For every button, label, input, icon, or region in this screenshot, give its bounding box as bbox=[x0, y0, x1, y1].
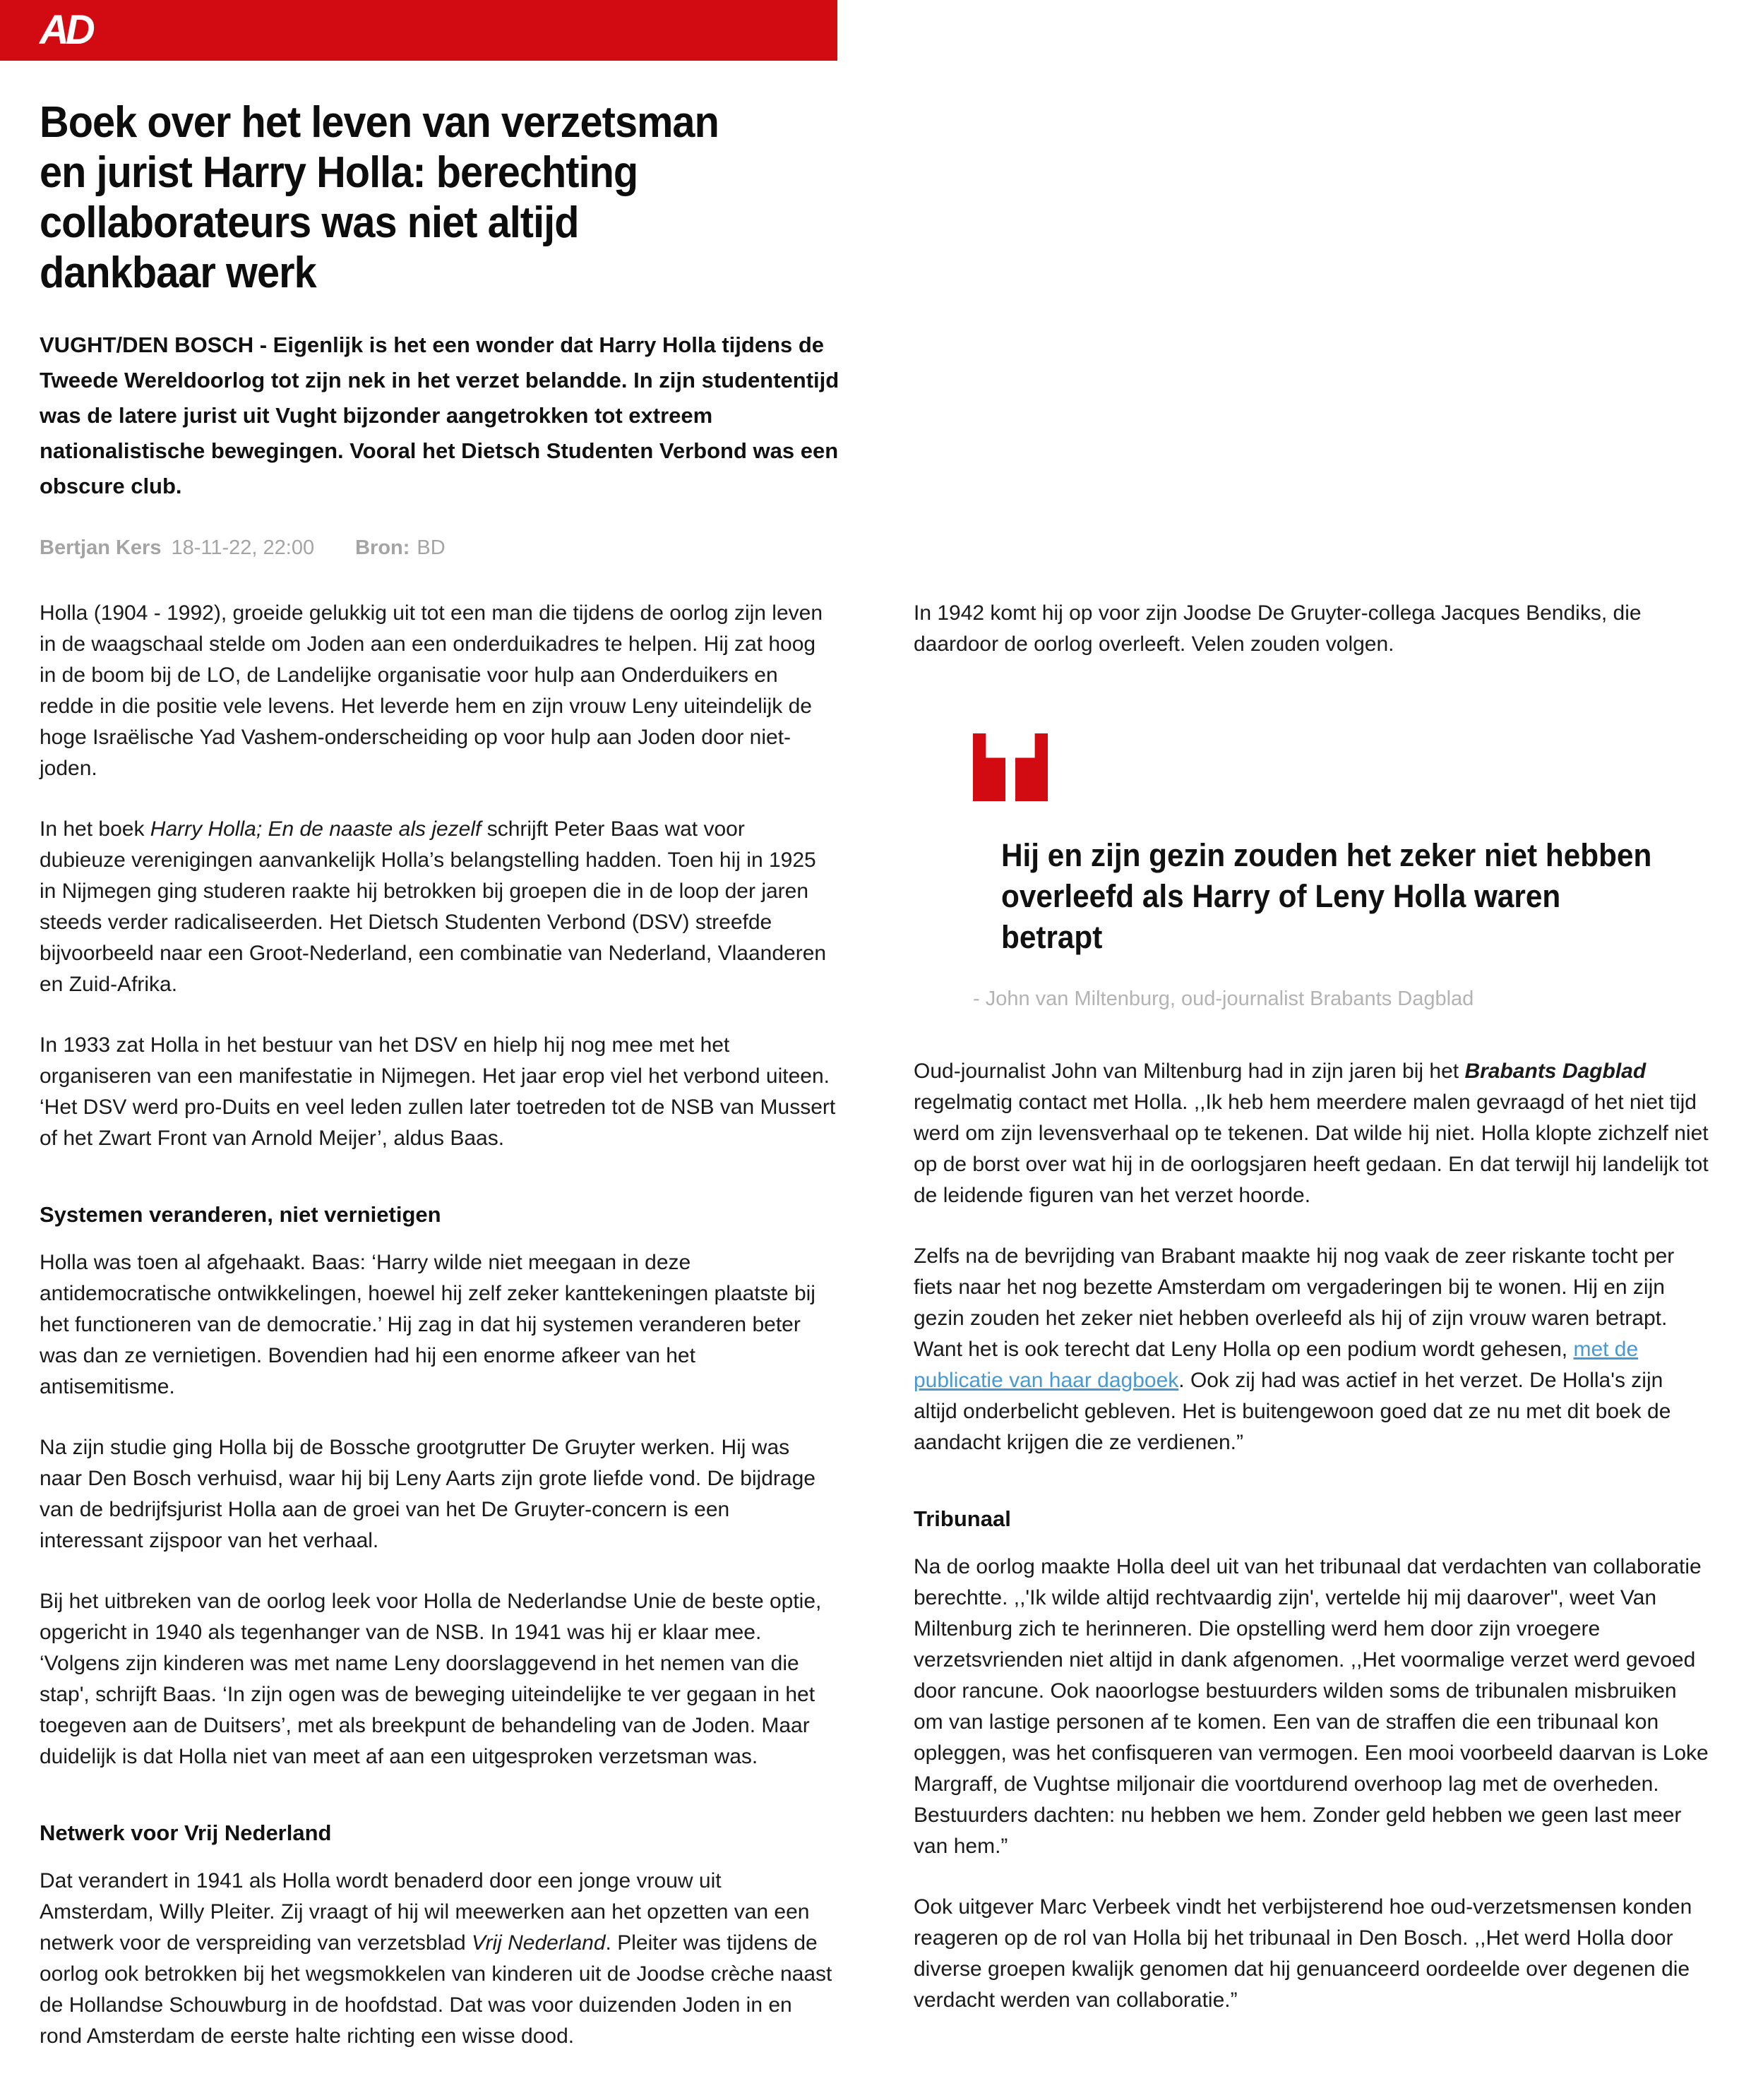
subheading-tribunaal: Tribunaal bbox=[914, 1506, 1011, 1531]
text-segment: schrijft Peter Baas wat voor dubieuze verenigingen aanvankelijk Holla’s belangstelling hadden. Toen hij in 1925 in Nijmegen ging studeren raakte hij betrokken bij groepen die in de loop der jaren steeds verder radicaliseerden. Het Dietsch Studenten Verbond (DSV) streefde bijvoorbeeld naar een Groot-Nederland, een combinatie van Nederland, Vlaanderen en Zuid-Afrika. bbox=[40, 817, 827, 996]
text-line: en jurist Harry Holla: berechting bbox=[40, 148, 638, 197]
article-paragraph bbox=[40, 1866, 836, 2052]
article-paragraph bbox=[40, 814, 836, 1000]
article-body bbox=[40, 598, 1711, 2100]
quote-mark-left bbox=[973, 733, 1005, 801]
pull-quote-attribution: - John van Miltenburg, oud-journalist Brabants Dagblad bbox=[973, 988, 1474, 1010]
text-segment: Holla (1904 - 1992), groeide gelukkig uit tot een man die tijdens de oorlog zijn leven in de waagschaal stelde om Joden aan een onderduikadres te helpen. Hij zat hoog in de boom bij de LO, de Landelijke organisatie voor hulp aan Onderduikers en redde in die positie vele levens. Het leverde hem en zijn vrouw Leny uiteindelijk de hoge Israëlische Yad Vashem-onderscheiding op voor hulp aan Joden door niet-joden. bbox=[40, 601, 823, 780]
text-segment: In 1942 komt hij op voor zijn Joodse De Gruyter-collega Jacques Bendiks, die daardoor de oorlog overleeft. Velen zouden volgen. bbox=[914, 601, 1642, 656]
article bbox=[0, 97, 1751, 2100]
byline-author: Bertjan Kers bbox=[40, 536, 162, 559]
text-line: Hij en zijn gezin zouden het zeker niet hebben bbox=[1001, 837, 1652, 873]
ad-logo: AD bbox=[40, 7, 92, 53]
right-column bbox=[914, 598, 1711, 2082]
quote-mark-right bbox=[1015, 733, 1048, 801]
byline-source: BD bbox=[417, 536, 446, 559]
article-paragraph bbox=[40, 598, 836, 784]
byline bbox=[40, 536, 1711, 560]
text-segment: Dat verandert in 1941 als Holla wordt benaderd door een jonge vrouw uit Amsterdam, Willy Pleiter. Zij vraagt of hij wil meewerken aan het opzetten van een netwerk voor de verspreiding van verzetsblad bbox=[40, 1869, 810, 1955]
text-segment: Harry Holla; En de naaste als jezelf bbox=[150, 817, 482, 841]
byline-source-label: Bron: bbox=[355, 536, 410, 559]
article-paragraph bbox=[40, 1432, 836, 1556]
article-paragraph bbox=[914, 1552, 1711, 1862]
text-segment: Zelfs na de bevrijding van Brabant maakte hij nog vaak de zeer riskante tocht per fiets naar het nog bezette Amsterdam om vergaderingen bij te wonen. Hij en zijn gezin zouden het zeker niet hebben overleefd als hij of zijn vrouw waren betrapt. Want het is ook terecht dat Leny Holla op een podium wordt gehesen, bbox=[914, 1244, 1675, 1361]
article-paragraph bbox=[914, 1892, 1711, 2016]
pull-quote bbox=[973, 733, 1711, 1011]
quote-marks-icon bbox=[973, 733, 1711, 801]
article-paragraph bbox=[914, 598, 1711, 660]
article-paragraph bbox=[40, 1247, 836, 1403]
text-segment: In het boek bbox=[40, 817, 150, 841]
article-paragraph bbox=[914, 1056, 1711, 1211]
text-segment: . Ook zij had was actief in het verzet. De Holla's zijn altijd onderbelicht gebleven. Het is buitengewoon goed dat ze nu met dit boek de aandacht krijgen die ze verdienen.” bbox=[914, 1369, 1671, 1454]
subheading-netwerk-vrij-nederland: Netwerk voor Vrij Nederland bbox=[40, 1820, 332, 1845]
text-segment: Bij het uitbreken van de oorlog leek voor Holla de Nederlandse Unie de beste optie, opgericht in 1940 als tegenhanger van de NSB. In 1941 was hij er klaar mee. ‘Volgens zijn kinderen was met name Leny doorslaggevend in het nemen van die stap', schrijft Baas. ‘In zijn ogen was de beweging uiteindelijke te ver gegaan in het toegeven aan de Duitsers’, met als breekpunt de behandeling van de Joden. Maar duidelijk is dat Holla niet van meet af aan een uitgesproken verzetsman was. bbox=[40, 1590, 822, 1768]
article-lead: VUGHT/DEN BOSCH - Eigenlijk is het een wonder dat Harry Holla tijdens de Tweede Wereldoorlog tot zijn nek in het verzet belandde. In zijn studententijd was de latere jurist uit Vught bijzonder aangetrokken tot extreem nationalistische bewegingen. Vooral het Dietsch Studenten Verbond was een obscure club. bbox=[40, 332, 839, 498]
text-segment: Brabants Dagblad bbox=[1464, 1060, 1647, 1083]
text-segment: regelmatig contact met Holla. ,,Ik heb hem meerdere malen gevraagd of het niet tijd werd om zijn levensverhaal op te tekenen. Dat wilde hij niet. Holla klopte zichzelf niet op de borst over wat hij in de oorlogsjaren heeft gedaan. En dat terwijl hij landelijk tot de leidende figuren van het verzet hoorde. bbox=[914, 1091, 1709, 1207]
text-segment: Vrij Nederland bbox=[471, 1931, 606, 1955]
text-line: collaborateurs was niet altijd bbox=[40, 198, 579, 247]
text-line: Boek over het leven van verzetsman bbox=[40, 98, 719, 147]
brand-banner bbox=[0, 0, 837, 61]
article-paragraph bbox=[40, 1030, 836, 1154]
text-line: dankbaar werk bbox=[40, 248, 316, 297]
text-segment: . Pleiter was tijdens de oorlog ook betrokken bij het wegsmokkelen van kinderen uit de Joodse crèche naast de Hollandse Schouwburg in de hoofdstad. Dat was voor duizenden Joden in en rond Amsterdam de eerste halte richting een wisse dood. bbox=[40, 1931, 832, 2048]
article-paragraph bbox=[914, 1241, 1711, 1458]
left-column bbox=[40, 598, 836, 2082]
dagboek-link[interactable]: met de publicatie van haar dagboek bbox=[914, 1338, 1639, 1392]
text-segment: Ook uitgever Marc Verbeek vindt het verbijsterend hoe oud-verzetsmensen konden reageren op de rol van Holla bij het tribunaal in Den Bosch. ,,Het werd Holla door diverse groepen kwalijk genomen dat hij genuanceerd oordeelde over degenen die verdacht werden van collaboratie.” bbox=[914, 1895, 1692, 2012]
text-line: overleefd als Harry of Leny Holla waren bbox=[1001, 878, 1561, 914]
text-segment: Oud-journalist John van Miltenburg had in zijn jaren bij het bbox=[914, 1060, 1465, 1083]
text-segment: Na zijn studie ging Holla bij de Bossche grootgrutter De Gruyter werken. Hij was naar Den Bosch verhuisd, waar hij bij Leny Aarts zijn grote liefde vond. De bijdrage van de bedrijfsjurist Holla aan de groei van het De Gruyter-concern is een interessant zijspoor van het verhaal. bbox=[40, 1436, 815, 1552]
pull-quote-text bbox=[1001, 835, 1683, 958]
text-segment: Na de oorlog maakte Holla deel uit van het tribunaal dat verdachten van collaboratie berechtte. ,,'Ik wilde altijd rechtvaardig zijn', vertelde hij mij daarover", weet Van Miltenburg zich te herinneren. Die opstelling werd hem door zijn vroegere verzetsvrienden niet altijd in dank afgenomen. ,,Het voormalige verzet werd gevoed door rancune. Ook naoorlogse bestuurders wilden soms de tribunalen misbruiken om van lastige personen af te komen. Een van de straffen die een tribunaal kon opleggen, was het confisqueren van vermogen. Een mooi voorbeeld daarvan is Loke Margraff, de Vughtse miljonair die voortdurend overhoop lag met de overheden. Bestuurders dachten: nu hebben we hem. Zonder geld hebben we geen last meer van hem.” bbox=[914, 1555, 1709, 1858]
text-segment: Holla was toen al afgehaakt. Baas: ‘Harry wilde niet meegaan in deze antidemocratische ontwikkelingen, hoewel hij zelf zeker kanttekeningen plaatste bij het functioneren van de democratie.’ Hij zag in dat hij systemen veranderen beter was dan ze vernietigen. Bovendien had hij een enorme afkeer van het antisemitisme. bbox=[40, 1251, 815, 1398]
article-headline bbox=[40, 97, 1711, 298]
text-line: betrapt bbox=[1001, 919, 1103, 955]
text-segment: In 1933 zat Holla in het bestuur van het DSV en hielp hij nog mee met het organiseren van een manifestatie in Nijmegen. Het jaar erop viel het verbond uiteen. ‘Het DSV werd pro-Duits en veel leden zullen later toetreden tot de NSB van Mussert of het Zwart Front van Arnold Meijer’, aldus Baas. bbox=[40, 1033, 836, 1150]
byline-date: 18-11-22, 22:00 bbox=[171, 536, 315, 559]
article-paragraph bbox=[40, 1586, 836, 1772]
subheading-systemen-veranderen: Systemen veranderen, niet vernietigen bbox=[40, 1202, 441, 1227]
